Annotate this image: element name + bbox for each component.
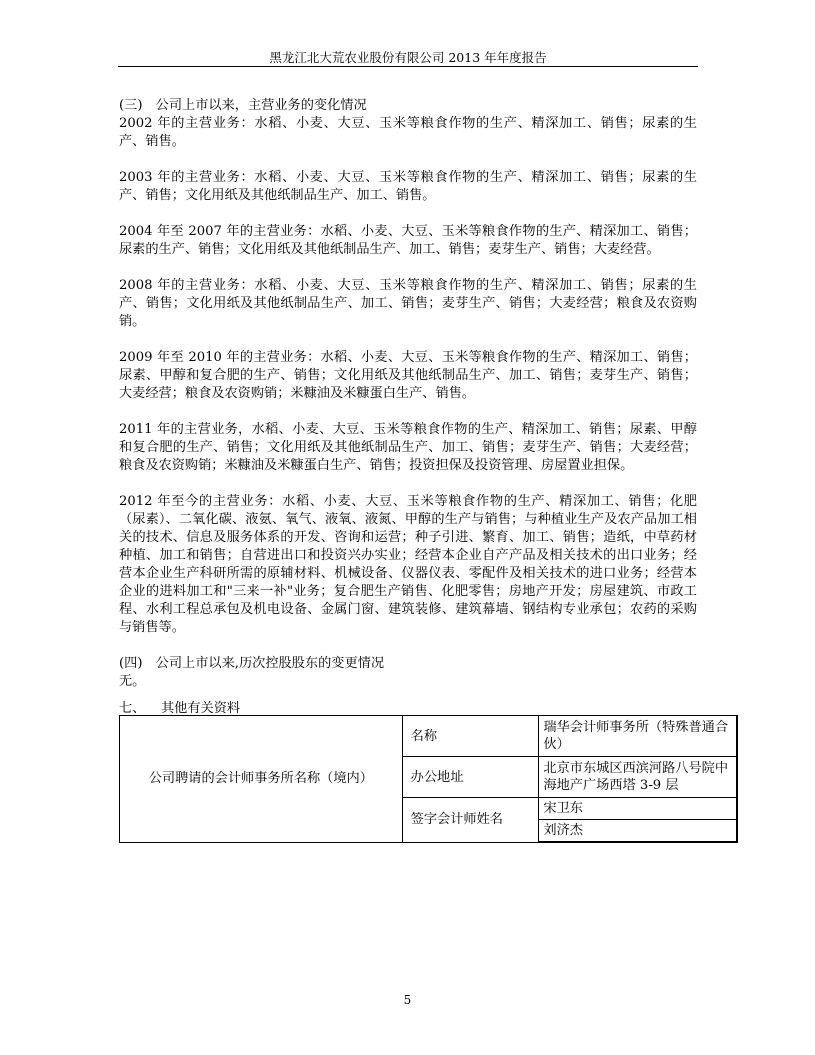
section-7-heading	[119, 697, 240, 716]
page-header: 黑龙江北大荒农业股份有限公司 2013 年年度报告	[269, 50, 547, 65]
signer-1: 宋卫东	[539, 798, 737, 820]
signer-label: 签字会计师姓名	[402, 798, 539, 843]
address-label: 办公地址	[402, 757, 539, 798]
main-content	[119, 97, 697, 691]
auditor-table	[119, 715, 738, 843]
section-7-title: 其他有关资料	[161, 701, 241, 716]
business-2003: 2003 年的主营业务：水稻、小麦、大豆、玉米等粮食作物的生产、精深加工、销售；尿素的生产、销售；文化用纸及其他纸制品生产、加工、销售。	[119, 170, 697, 203]
page-number: 5	[403, 993, 412, 1007]
header-rule	[118, 66, 698, 67]
name-value: 瑞华会计师事务所（特殊普通合伙）	[539, 716, 737, 757]
business-2002: 2002 年的主营业务：水稻、小麦、大豆、玉米等粮食作物的生产、精深加工、销售；尿素的生产、销售。	[119, 116, 697, 149]
business-2009-2010: 2009 年至 2010 年的主营业务：水稻、小麦、大豆、玉米等粮食作物的生产、精深加工、销售；尿素、甲醇和复合肥的生产、销售；文化用纸及其他纸制品生产、加工、销售；麦芽生产、销售；大麦经营；粮食及农资购销；米糠油及米糠蛋白生产、销售。	[119, 350, 697, 401]
name-label: 名称	[402, 716, 539, 757]
business-2008: 2008 年的主营业务：水稻、小麦、大豆、玉米等粮食作物的生产、精深加工、销售；尿素的生产、销售；文化用纸及其他纸制品生产、加工、销售；麦芽生产、销售；大麦经营；粮食及农资购销。	[119, 278, 697, 329]
table-row	[120, 716, 738, 757]
section-4-body: 无。	[119, 674, 146, 689]
section-4-title: (四) 公司上市以来,历次控股股东的变更情况	[119, 656, 385, 671]
section-3-title: (三) 公司上市以来，主营业务的变化情况	[119, 98, 367, 113]
business-2004-2007: 2004 年至 2007 年的主营业务：水稻、小麦、大豆、玉米等粮食作物的生产、精深加工、销售；尿素的生产、销售；文化用纸及其他纸制品生产、加工、销售；麦芽生产、销售；大麦经营。	[119, 224, 697, 257]
signer-2: 刘济杰	[539, 820, 737, 843]
auditor-row-label: 公司聘请的会计师事务所名称（境内）	[120, 716, 403, 843]
address-value: 北京市东城区西滨河路八号院中海地产广场西塔 3-9 层	[539, 757, 737, 798]
section-7-number: 七、	[119, 701, 146, 716]
business-2011: 2011 年的主营业务，水稻、小麦、大豆、玉米等粮食作物的生产、精深加工、销售；尿素、甲醇和复合肥的生产、销售；文化用纸及其他纸制品生产、加工、销售；麦芽生产、销售；大麦经营；粮食及农资购销；米糠油及米糠蛋白生产、销售；投资担保及投资管理、房屋置业担保。	[119, 422, 697, 473]
business-2012-present: 2012 年至今的主营业务：水稻、小麦、大豆、玉米等粮食作物的生产、精深加工、销售；化肥（尿素）、二氧化碳、液氨、氧气、液氧、液氮、甲醇的生产与销售；与种植业生产及农产品加工相关的技术、信息及服务体系的开发、咨询和运营；种子引进、繁育、加工、销售；造纸，中草药材种植、加工和销售；自营进出口和投资兴办实业；经营本企业自产产品及相关技术的出口业务；经营本企业生产科研所需的原辅材料、机械设备、仪器仪表、零配件及相关技术的进口业务；经营本企业的进料加工和"三来一补"业务；复合肥生产销售、化肥零售；房地产开发；房屋建筑、市政工程、水利工程总承包及机电设备、金属门窗、建筑装修、建筑幕墙、钢结构专业承包；农药的采购与销售等。	[119, 494, 697, 635]
